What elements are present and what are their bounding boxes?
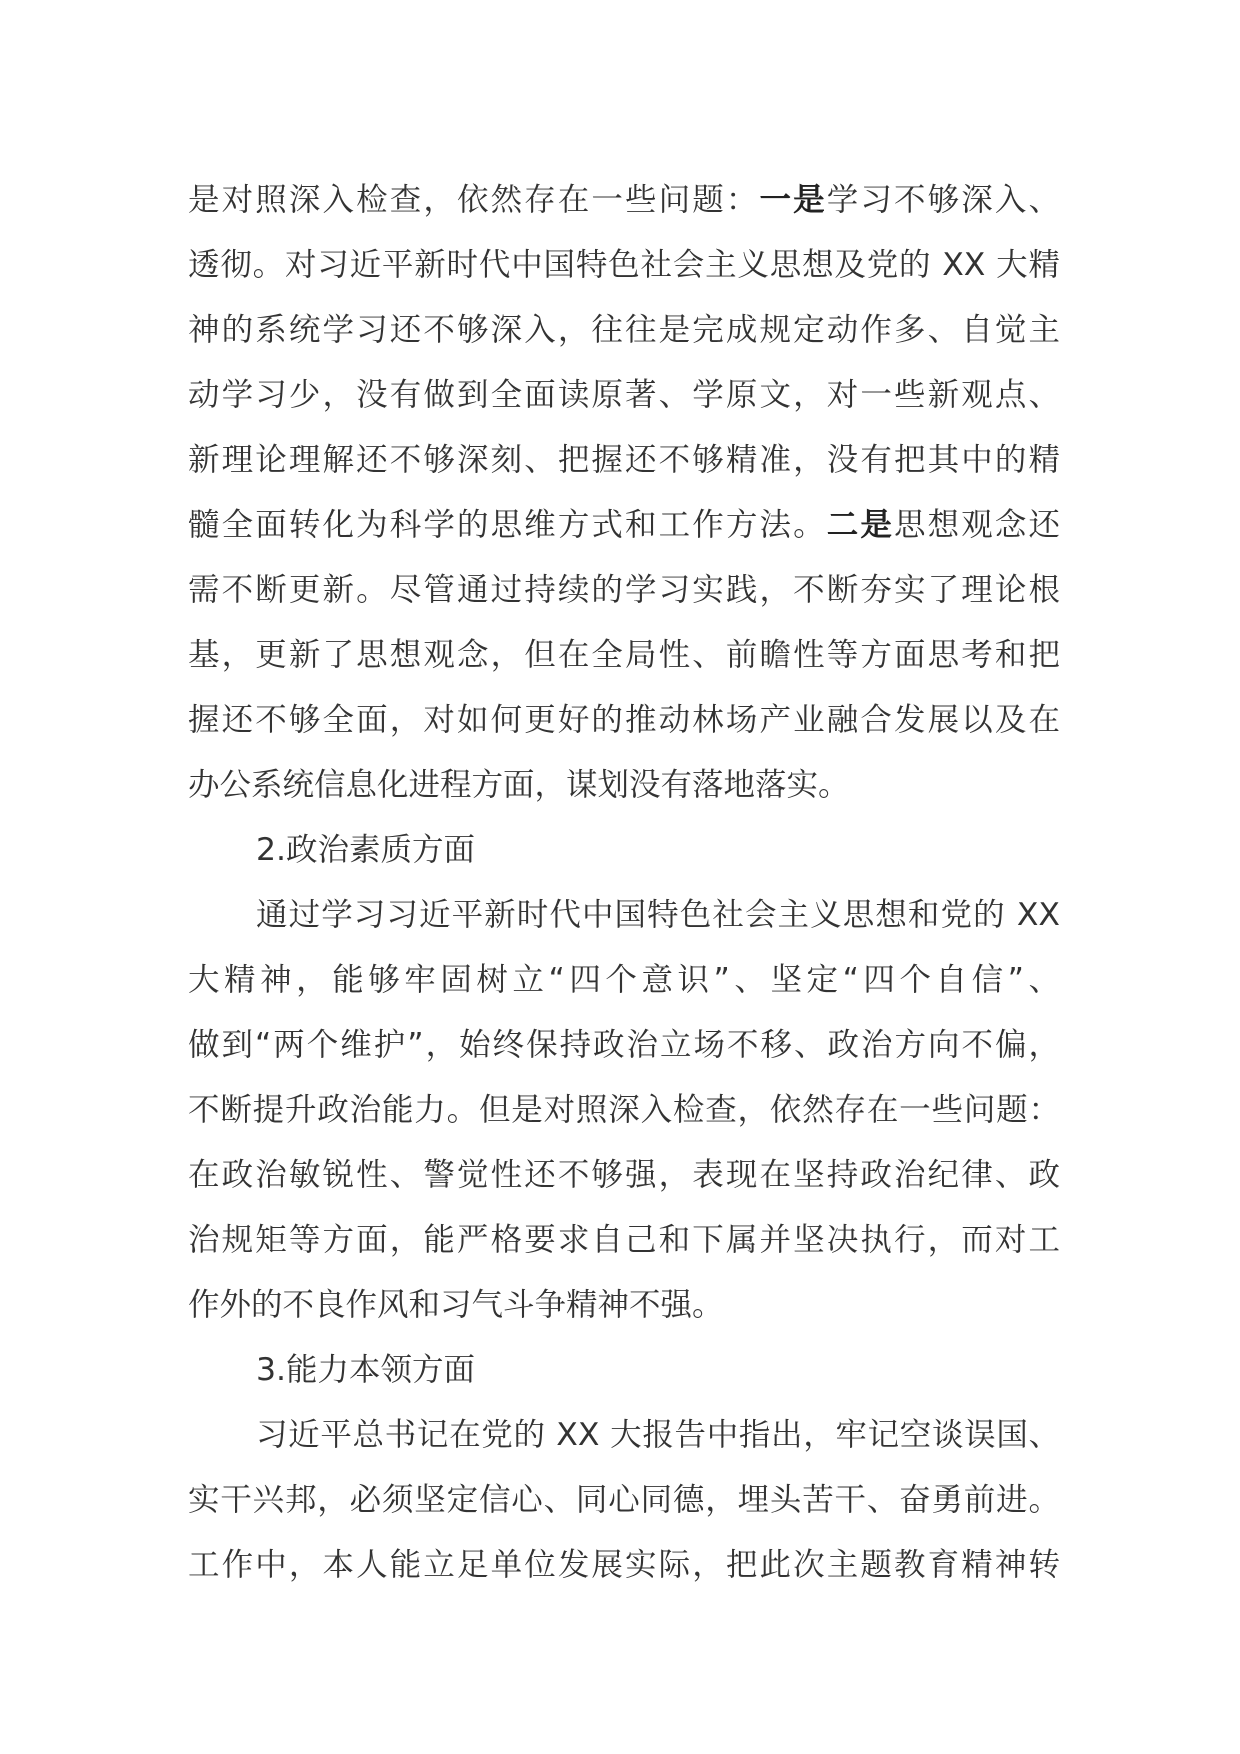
paragraph-1-line-8: 基，更新了思想观念，但在全局性、前瞻性等方面思考和把 (188, 637, 1060, 673)
paragraph-1-line-5: 新理论理解还不够深刻、把握还不够精准，没有把其中的精 (188, 442, 1060, 478)
bold-marker: 二是 (826, 507, 894, 543)
paragraph-2-line-2: 大精神，能够牢固树立“四个意识”、坚定“四个自信”、 (188, 962, 1060, 998)
text-run: 学习不够深入、 (826, 182, 1060, 218)
paragraph-2-line-7: 作外的不良作风和习气斗争精神不强。 (188, 1287, 724, 1323)
paragraph-1-line-10: 办公系统信息化进程方面，谋划没有落地落实。 (188, 767, 850, 803)
paragraph-1-line-9: 握还不够全面，对如何更好的推动林场产业融合发展以及在 (188, 702, 1060, 738)
paragraph-2-line-5: 在政治敏锐性、警觉性还不够强，表现在坚持政治纪律、政 (188, 1157, 1060, 1193)
paragraph-1-line-6 (188, 493, 1060, 558)
paragraph-1-line-4: 动学习少，没有做到全面读原著、学原文，对一些新观点、 (188, 377, 1060, 413)
text-run: 是对照深入检查，依然存在一些问题： (188, 182, 760, 218)
paragraph-3-line-1: 习近平总书记在党的 XX 大报告中指出，牢记空谈误国、 (256, 1417, 1060, 1453)
paragraph-2-line-3: 做到“两个维护”，始终保持政治立场不移、政治方向不偏， (188, 1027, 1060, 1063)
paragraph-2-line-1: 通过学习习近平新时代中国特色社会主义思想和党的 XX (256, 897, 1060, 933)
paragraph-2-line-4: 不断提升政治能力。但是对照深入检查，依然存在一些问题： (188, 1092, 1060, 1128)
text-run: 髓全面转化为科学的思维方式和工作方法。 (188, 507, 827, 543)
paragraph-1-line-3: 神的系统学习还不够深入，往往是完成规定动作多、自觉主 (188, 312, 1060, 348)
paragraph-1-line-7: 需不断更新。尽管通过持续的学习实践，不断夯实了理论根 (188, 572, 1060, 608)
text-run: 思想观念还 (894, 507, 1060, 543)
document-body (188, 168, 1060, 1598)
bold-marker: 一是 (759, 182, 827, 218)
paragraph-1-line-1 (188, 168, 1060, 233)
paragraph-2-line-6: 治规矩等方面，能严格要求自己和下属并坚决执行，而对工 (188, 1222, 1060, 1258)
paragraph-3-line-2: 实干兴邦，必须坚定信心、同心同德，埋头苦干、奋勇前进。 (188, 1482, 1060, 1518)
section-heading-2: 2.政治素质方面 (256, 832, 476, 868)
paragraph-1-line-2: 透彻。对习近平新时代中国特色社会主义思想及党的 XX 大精 (188, 247, 1060, 283)
section-heading-3: 3.能力本领方面 (256, 1352, 476, 1388)
paragraph-3-line-3: 工作中，本人能立足单位发展实际，把此次主题教育精神转 (188, 1547, 1060, 1583)
